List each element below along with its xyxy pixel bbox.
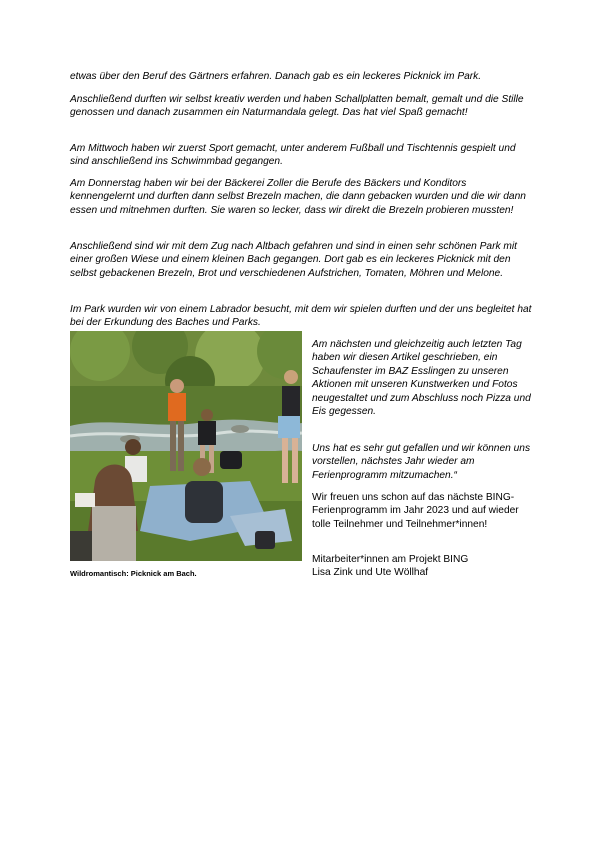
side-paragraph-gefallen: Uns hat es sehr gut gefallen und wir können uns vorstellen, nächstes Jahr wieder am Ferienprogramm mitzumachen.“ xyxy=(312,443,531,481)
paragraph-altbach: Anschließend sind wir mit dem Zug nach Altbach gefahren und sind in einen sehr schönen Park mit einer großen Wiese und einem kleinen Bach gegangen. Dort gab es ein leckeres Picknick mit den selbst gebackenen Brezeln, Brot und verschiedenen Aufstrichen, Tomaten, Möhren und Melone. xyxy=(70,241,517,279)
signature-line-1: Mitarbeiter*innen am Projekt BING xyxy=(312,554,469,565)
paragraph-mittwoch: Am Mittwoch haben wir zuerst Sport gemacht, unter anderem Fußball und Tischtennis gespielt und sind anschließend ins Schwimmbad gegangen. xyxy=(70,143,516,168)
paragraph-donnerstag: Am Donnerstag haben wir bei der Bäckerei Zoller die Berufe des Bäckers und Konditors kennengelernt und durften dann selbst Brezeln machen, die dann gebacken wurden und die wir dann essen und mitnehmen durften. Sie waren so lecker, dass wir direkt die Brezeln probieren mussten! xyxy=(70,178,526,216)
photo-caption: Wildromantisch: Picknick am Bach. xyxy=(70,569,197,578)
side-paragraph-ferienprogramm: Wir freuen uns schon auf das nächste BING-Ferienprogramm im Jahr 2023 und auf wieder tolle Teilnehmer und Teilnehmer*innen! xyxy=(312,492,519,530)
paragraph-kreativ: Anschließend durften wir selbst kreativ werden und haben Schallplatten bemalt, gemalt und die Stille genossen und danach zusammen ein Naturmandala gelegt. Das hat viel Spaß gemacht! xyxy=(70,94,524,119)
paragraph-labrador: Im Park wurden wir von einem Labrador besucht, mit dem wir spielen durften und der uns begleitet hat bei der Erkundung des Baches und Parks. xyxy=(70,304,532,329)
picnic-photo xyxy=(70,331,302,561)
side-paragraph-letzter-tag: Am nächsten und gleichzeitig auch letzten Tag haben wir diesen Artikel geschrieben, ein Schaufenster im BAZ Esslingen zu unseren Aktionen mit unseren Kunstwerken und Fotos neugestaltet und zum Abschluss noch Pizza und Eis gegessen. xyxy=(312,339,531,418)
paragraph-gaertner: etwas über den Beruf des Gärtners erfahren. Danach gab es ein leckeres Picknick im Park. xyxy=(70,71,482,82)
signature-line-2: Lisa Zink und Ute Wöllhaf xyxy=(312,567,429,578)
